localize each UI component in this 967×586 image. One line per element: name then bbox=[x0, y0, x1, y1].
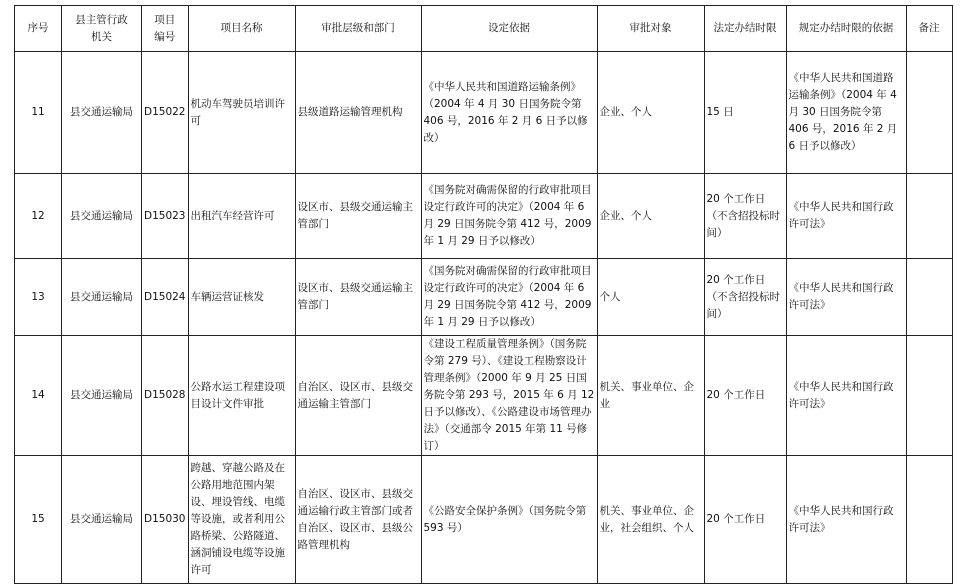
cell-code: D15022 bbox=[142, 52, 189, 174]
cell-basis: 《中华人民共和国道路运输条例》（2004 年 4 月 30 日国务院令第 406 号，2016 年 2 月 6 日予以修改） bbox=[421, 52, 597, 174]
cell-limit-basis: 《中华人民共和国行政许可法》 bbox=[786, 456, 906, 584]
cell-seq: 14 bbox=[15, 336, 62, 456]
cell-code: D15024 bbox=[142, 259, 189, 336]
header-row bbox=[15, 6, 953, 52]
cell-code: D15030 bbox=[142, 456, 189, 584]
cell-name: 公路水运工程建设项目设计文件审批 bbox=[188, 336, 295, 456]
cell-remark bbox=[906, 259, 952, 336]
cell-authority: 县交通运输局 bbox=[62, 174, 142, 259]
cell-limit: 20 个工作日 bbox=[704, 456, 786, 584]
cell-basis: 《国务院对确需保留的行政审批项目设定行政许可的决定》（2004 年 6 月 29 日国务院令第 412 号，2009 年 1 月 29 日予以修改） bbox=[421, 174, 597, 259]
header-seq: 序号 bbox=[15, 6, 62, 52]
cell-name: 出租汽车经营许可 bbox=[188, 174, 295, 259]
table-row bbox=[15, 336, 953, 456]
header-name: 项目名称 bbox=[188, 6, 295, 52]
header-code bbox=[142, 6, 189, 52]
table-row bbox=[15, 52, 953, 174]
cell-limit: 20 个工作日 bbox=[704, 336, 786, 456]
header-code-text: 项目编号 bbox=[154, 13, 176, 43]
cell-code: D15023 bbox=[142, 174, 189, 259]
cell-code: D15028 bbox=[142, 336, 189, 456]
cell-seq: 11 bbox=[15, 52, 62, 174]
cell-target: 机关、事业单位、企业，社会组织、个人 bbox=[597, 456, 704, 584]
cell-name: 机动车驾驶员培训许可 bbox=[188, 52, 295, 174]
approval-items-table bbox=[14, 5, 953, 584]
cell-level: 自治区、设区市、县级交通运输行政主管部门或者自治区、设区市、县级公路管理机构 bbox=[295, 456, 421, 584]
cell-basis: 《公路安全保护条例》（国务院令第 593 号） bbox=[421, 456, 597, 584]
cell-authority: 县交通运输局 bbox=[62, 336, 142, 456]
cell-level: 自治区、设区市、县级交通运输主管部门 bbox=[295, 336, 421, 456]
cell-limit: 15 日 bbox=[704, 52, 786, 174]
cell-level: 设区市、县级交通运输主管部门 bbox=[295, 174, 421, 259]
header-target: 审批对象 bbox=[597, 6, 704, 52]
cell-remark bbox=[906, 336, 952, 456]
table-row bbox=[15, 259, 953, 336]
cell-basis: 《建设工程质量管理条例》（国务院令第 279 号）、《建设工程勘察设计管理条例》（2000 年 9 月 25 日国务院令第 293 号，2015 年 6 月 12 日予以修改）、《公路建设市场管理办法》（交通部令 2015 年第 11 号修订） bbox=[421, 336, 597, 456]
header-remark: 备注 bbox=[906, 6, 952, 52]
cell-limit: 20 个工作日（不含招投标时间） bbox=[704, 174, 786, 259]
cell-limit-basis: 《中华人民共和国道路运输条例》（2004 年 4 月 30 日国务院令第 406 号，2016 年 2 月 6 日予以修改） bbox=[786, 52, 906, 174]
header-authority bbox=[62, 6, 142, 52]
cell-limit-basis: 《中华人民共和国行政许可法》 bbox=[786, 336, 906, 456]
header-limit: 法定办结时限 bbox=[704, 6, 786, 52]
cell-remark bbox=[906, 52, 952, 174]
cell-target: 机关、事业单位、企业 bbox=[597, 336, 704, 456]
header-level: 审批层级和部门 bbox=[295, 6, 421, 52]
cell-name: 车辆运营证核发 bbox=[188, 259, 295, 336]
table-row bbox=[15, 174, 953, 259]
cell-name: 跨越、穿越公路及在公路用地范围内架设、埋设管线、电缆等设施，或者利用公路桥梁、公路隧道、涵洞铺设电缆等设施许可 bbox=[188, 456, 295, 584]
cell-seq: 13 bbox=[15, 259, 62, 336]
cell-authority: 县交通运输局 bbox=[62, 456, 142, 584]
cell-seq: 15 bbox=[15, 456, 62, 584]
header-authority-text: 县主管行政机关 bbox=[75, 13, 128, 43]
cell-target: 企业、个人 bbox=[597, 52, 704, 174]
cell-remark bbox=[906, 456, 952, 584]
cell-seq: 12 bbox=[15, 174, 62, 259]
header-basis: 设定依据 bbox=[421, 6, 597, 52]
cell-level: 设区市、县级交通运输主管部门 bbox=[295, 259, 421, 336]
cell-authority: 县交通运输局 bbox=[62, 52, 142, 174]
cell-target: 个人 bbox=[597, 259, 704, 336]
cell-basis: 《国务院对确需保留的行政审批项目设定行政许可的决定》（2004 年 6 月 29 日国务院令第 412 号，2009 年 1 月 29 日予以修改） bbox=[421, 259, 597, 336]
cell-level: 县级道路运输管理机构 bbox=[295, 52, 421, 174]
cell-limit-basis: 《中华人民共和国行政许可法》 bbox=[786, 259, 906, 336]
cell-limit-basis: 《中华人民共和国行政许可法》 bbox=[786, 174, 906, 259]
cell-limit: 20 个工作日（不含招投标时间） bbox=[704, 259, 786, 336]
header-limit-basis: 规定办结时限的依据 bbox=[786, 6, 906, 52]
cell-target: 企业、个人 bbox=[597, 174, 704, 259]
table-row bbox=[15, 456, 953, 584]
cell-remark bbox=[906, 174, 952, 259]
cell-authority: 县交通运输局 bbox=[62, 259, 142, 336]
